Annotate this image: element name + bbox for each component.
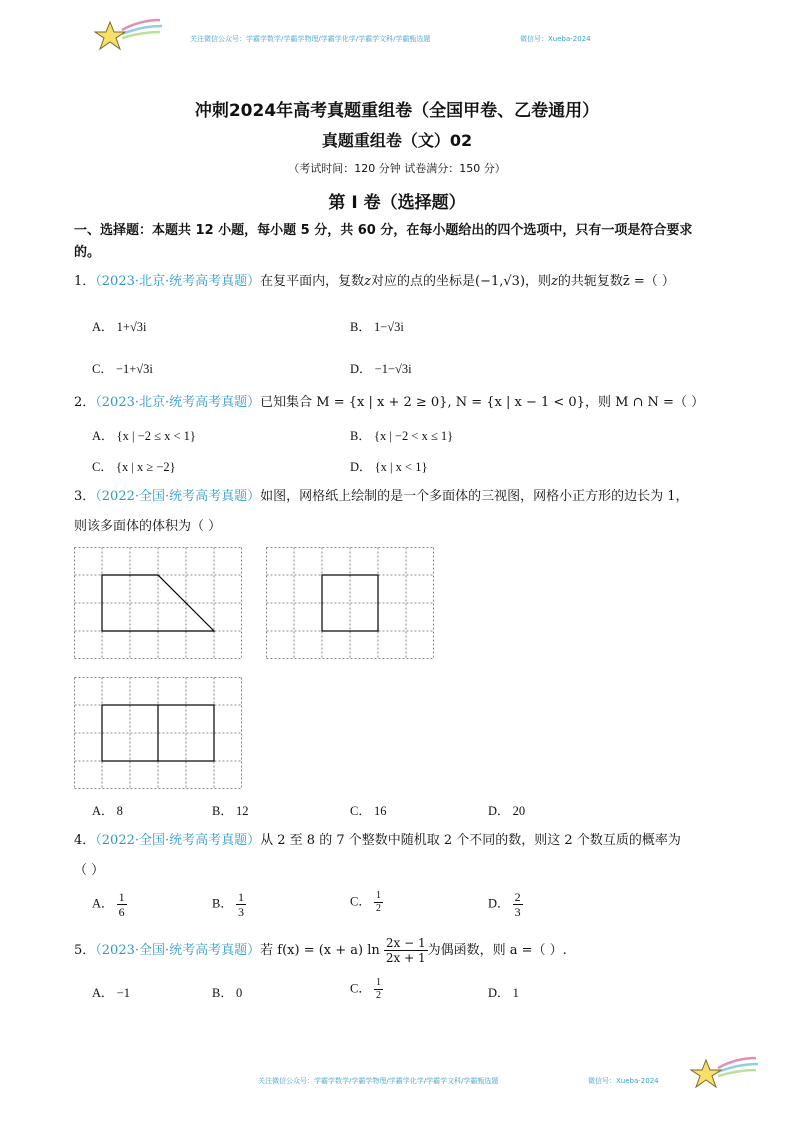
top-view-diagram [74,677,242,789]
question-3 [74,487,689,507]
q4-option-c[interactable] [350,890,383,915]
page-subtitle: 真题重组卷（文）02 [321,131,473,150]
footer-wechat-accounts: 关注微信公众号：学霸学数学/学霸学物理/学霸学化学/学霸学文科/学霸甄选题 [258,1077,499,1085]
header-wechat-id: 微信号：Xueba-2024 [520,35,591,43]
numerator: 1 [237,890,244,904]
question-text: 从 2 至 8 的 7 个整数中随机取 2 个不同的数，则这 2 个数互质的概率为 [260,833,681,848]
q4-option-d[interactable] [488,890,523,919]
header-wechat-accounts: 关注微信公众号：学霸学数学/学霸学物理/学霸学化学/学霸学文科/学霸甄选题 [190,35,431,43]
question-text: 为偶函数，则 a =（ ）. [427,943,567,958]
q2-option-b[interactable]: B． {x | −2 < x ≤ 1} [350,429,454,443]
page-title: 冲刺2024年高考真题重组卷（全国甲卷、乙卷通用） [194,101,600,121]
denominator: 2 [375,990,381,1001]
numerator: 1 [375,890,381,901]
q5-option-b[interactable]: B． 0 [212,986,243,1000]
fraction [236,890,246,919]
question-source: （2023·全国·统考高考真题） [95,943,261,958]
footer-wechat-id: 微信号：Xueba-2024 [588,1077,659,1085]
question-4 [74,831,681,851]
q4-option-a[interactable] [92,890,127,919]
question-source: （2022·全国·统考高考真题） [95,833,261,848]
side-view-diagram [266,547,434,659]
denominator: 3 [514,905,521,919]
numerator: 2x − 1 [385,936,426,950]
question-number: 2． [74,395,96,410]
q3-option-a[interactable]: A． 8 [92,804,123,818]
question-source: （2022·全国·统考高考真题） [95,489,261,504]
q2-option-a[interactable]: A． {x | −2 ≤ x < 1} [92,429,196,443]
question-text: ，则 [525,274,552,289]
option-label: D． [488,896,510,911]
front-view-diagram [74,547,242,659]
question-number: 4． [74,833,96,848]
section-instructions-line1: 一、选择题：本题共 12 小题，每小题 5 分，共 60 分，在每小题给出的四个选项中，只有一项是符合要求 [74,223,693,238]
q1-option-b[interactable]: B． 1−√3i [350,320,404,334]
q2-option-c[interactable]: C． {x | x ≥ −2} [92,460,176,474]
q4-option-b[interactable] [212,890,246,919]
question-3-line2: 则该多面体的体积为（ ） [74,519,222,534]
star-logo-icon [688,1054,760,1096]
q5-option-c[interactable] [350,977,383,1002]
question-text: 已知集合 M = {x | x + 2 ≥ 0}, N = {x | x − 1 < 0}，则 M ∩ N =（ ） [260,395,705,410]
question-source: （2023·北京·统考高考真题） [95,274,261,289]
denominator: 3 [237,905,244,919]
question-number: 3． [74,489,96,504]
q1-option-c[interactable]: C． −1+√3i [92,362,153,376]
question-number: 5． [74,943,96,958]
numerator: 1 [118,890,125,904]
question-4-line2: （ ） [74,863,105,878]
q3-option-d[interactable]: D． 20 [488,804,526,818]
q2-option-d[interactable]: D． {x | x < 1} [350,460,428,474]
question-text: z̄ =（ ） [622,274,675,289]
fraction [513,890,523,919]
question-source: （2023·北京·统考高考真题） [95,395,261,410]
question-text: z [364,274,372,289]
fraction [384,936,428,965]
q5-option-a[interactable]: A． −1 [92,986,130,1000]
fraction [374,977,383,1002]
option-label: C． [350,894,371,909]
numerator: 2 [514,890,521,904]
fraction [374,890,383,915]
q3-option-c[interactable]: C． 16 [350,804,387,818]
volume-heading: 第 I 卷（选择题） [328,193,466,213]
q1-option-a[interactable]: A． 1+√3i [92,320,147,334]
fraction [117,890,127,919]
q5-option-d[interactable]: D． 1 [488,986,519,1000]
q3-option-b[interactable]: B． 12 [212,804,249,818]
question-5 [74,936,567,965]
denominator: 2 [375,903,381,914]
numerator: 1 [375,977,381,988]
exam-info: （考试时间：120 分钟 试卷满分：150 分） [288,162,506,175]
section-instructions-line2: 的。 [74,245,101,260]
question-1 [74,272,675,292]
question-text: (−1,√3) [475,274,526,289]
denominator: 2x + 1 [385,951,426,965]
question-text: 的共轭复数 [557,274,623,289]
denominator: 6 [118,905,125,919]
question-text: 对应的点的坐标是 [371,274,476,289]
question-text: 在复平面内，复数 [260,274,365,289]
q1-option-d[interactable]: D． −1−√3i [350,362,412,376]
option-label: A． [92,896,114,911]
question-text: 如图，网格纸上绘制的是一个多面体的三视图，网格小正方形的边长为 1， [260,489,689,504]
star-logo-icon [92,16,164,58]
option-label: C． [350,981,371,996]
option-label: B． [212,896,233,911]
question-2 [74,393,704,413]
question-text: 若 f(x) = (x + a) ln [260,943,380,958]
question-text: z [551,274,558,289]
question-number: 1． [74,274,96,289]
